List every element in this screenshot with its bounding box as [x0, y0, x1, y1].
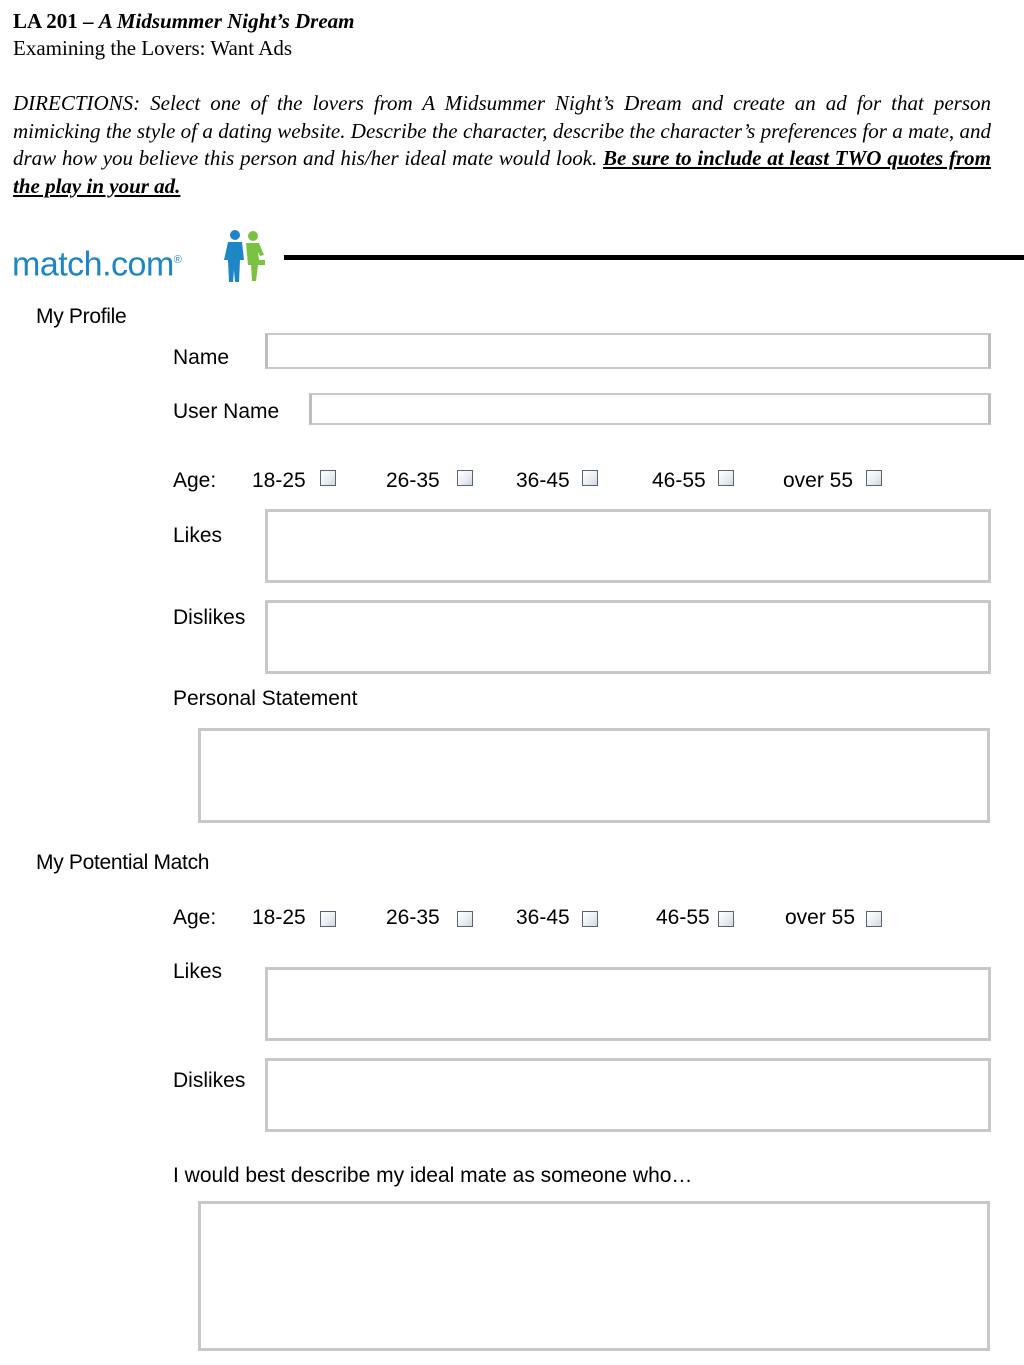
profile-age-option-label: over 55 [783, 469, 854, 492]
play-title: A Midsummer Night’s Dream [98, 9, 355, 33]
profile-age-option-label: 46-55 [652, 469, 706, 492]
username-field[interactable] [309, 393, 991, 425]
match-dislikes-field[interactable] [265, 1058, 991, 1132]
match-age-option-label: 26-35 [386, 906, 440, 929]
match-age-label: Age: [173, 906, 217, 929]
match-age-option-label: 18-25 [252, 906, 306, 929]
match-likes-label: Likes [173, 960, 223, 983]
my-profile-heading: My Profile [36, 305, 127, 328]
name-field[interactable] [265, 333, 991, 369]
profile-age-46-55-checkbox[interactable] [718, 470, 734, 486]
header-rule [284, 255, 1024, 260]
profile-likes-field[interactable] [265, 509, 991, 583]
match-age-46-55-checkbox[interactable] [718, 911, 734, 927]
match-age-18-25-checkbox[interactable] [320, 911, 336, 927]
match-age-option-label: 36-45 [516, 906, 570, 929]
my-potential-match-heading: My Potential Match [36, 851, 210, 874]
registered-mark: ® [173, 254, 182, 266]
match-age-over-55-checkbox[interactable] [866, 911, 882, 927]
personal-statement-field[interactable] [198, 728, 990, 823]
personal-statement-label: Personal Statement [173, 687, 358, 710]
match-age-26-35-checkbox[interactable] [457, 911, 473, 927]
match-age-option-label: over 55 [785, 906, 856, 929]
name-label: Name [173, 346, 230, 369]
profile-age-18-25-checkbox[interactable] [320, 470, 336, 486]
couple-icon [224, 229, 270, 288]
directions-text: DIRECTIONS: Select one of the lovers from A Midsummer Night’s Dream and create an ad for that person mimicking the style of a dating website. Describe the character, describe the character’s preferences for a mate, and draw how you believe this person and his/her ideal mate would look. [13, 91, 991, 170]
assignment-subtitle: Examining the Lovers: Want Ads [13, 36, 293, 60]
profile-age-label: Age: [173, 469, 217, 492]
profile-age-option-label: 26-35 [386, 469, 440, 492]
directions-emphasis: Be sure to include at least TWO quotes from the play in your ad. [13, 146, 991, 198]
match-dislikes-label: Dislikes [173, 1069, 246, 1092]
directions [13, 90, 991, 200]
match-age-36-45-checkbox[interactable] [582, 911, 598, 927]
match-likes-field[interactable] [265, 967, 991, 1041]
match-logo-text [12, 239, 181, 285]
match-age-option-label: 46-55 [656, 906, 710, 929]
ideal-mate-label: I would best describe my ideal mate as someone who… [173, 1164, 693, 1187]
profile-dislikes-field[interactable] [265, 600, 991, 674]
profile-likes-label: Likes [173, 524, 223, 547]
course-heading [13, 8, 355, 35]
username-label: User Name [173, 400, 280, 423]
profile-age-option-label: 18-25 [252, 469, 306, 492]
logo-wordmark: match.com [12, 245, 174, 284]
ideal-mate-field[interactable] [198, 1201, 990, 1351]
profile-age-option-label: 36-45 [516, 469, 570, 492]
course-code: LA 201 – [13, 9, 99, 33]
profile-age-36-45-checkbox[interactable] [582, 470, 598, 486]
profile-age-26-35-checkbox[interactable] [457, 470, 473, 486]
profile-age-over-55-checkbox[interactable] [866, 470, 882, 486]
profile-dislikes-label: Dislikes [173, 606, 246, 629]
